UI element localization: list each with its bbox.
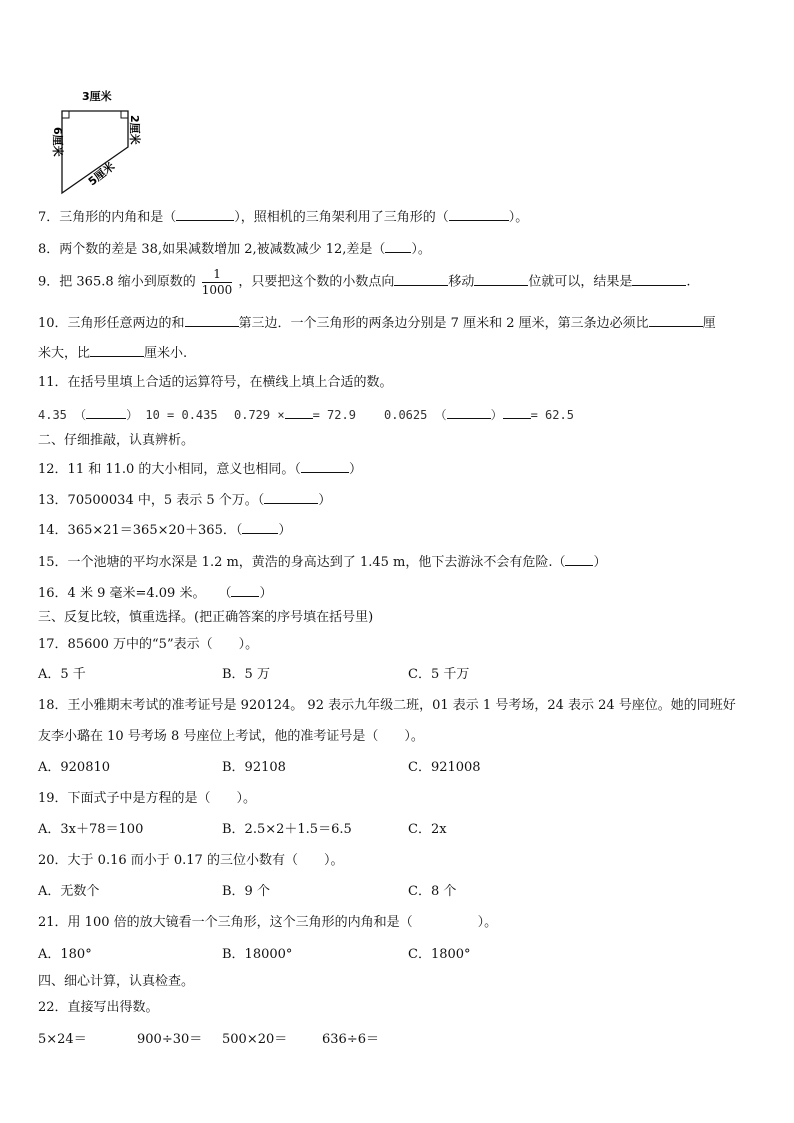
q9-fraction-numerator: 1 [202, 268, 233, 283]
q10-blank-1[interactable] [185, 314, 239, 327]
q12-blank[interactable] [301, 460, 349, 473]
q19-option-b[interactable]: B．2.5×2＋1.5＝6.5 [222, 822, 352, 837]
q11-e3-text-c: = 62.5 [530, 408, 574, 422]
q18-option-c[interactable]: C．921008 [408, 760, 481, 775]
q9-text-d: 位就可以，结果是 [528, 274, 633, 290]
q11-e1-text-b: ） 10 = 0.435 [126, 408, 218, 422]
question-11-equation-1 [38, 406, 218, 421]
q11-e3-text-a: 0.0625 （ [384, 408, 447, 422]
q22-expression-2[interactable]: 900÷30＝ [137, 1032, 203, 1047]
q16-text-a: 16．4 米 9 毫米=4.09 米。 （ [38, 586, 232, 601]
q7-blank-1[interactable] [176, 208, 234, 221]
q11-e3-blank-1[interactable] [447, 406, 491, 419]
q10-blank-3[interactable] [90, 344, 144, 357]
q20-option-a[interactable]: A．无数个 [38, 884, 100, 899]
q7-text-c: ）。 [508, 210, 529, 225]
q9-fraction [202, 268, 233, 296]
question-12 [38, 460, 362, 476]
q17-option-b[interactable]: B．5 万 [222, 667, 270, 682]
q13-text-a: 13．70500034 中，5 表示 5 个万。（ [38, 493, 265, 508]
question-17: 17．85600 万中的“5”表示（ ）。 [38, 637, 259, 652]
q19-option-c[interactable]: C．2x [408, 822, 447, 837]
q11-e2-blank[interactable] [285, 406, 313, 419]
question-9 [38, 268, 691, 296]
q10-blank-2[interactable] [649, 314, 703, 327]
trapezoid-figure [30, 85, 160, 200]
question-16 [38, 584, 272, 600]
section-3-heading: 三、反复比较，慎重选择。(把正确答案的序号填在括号里) [38, 610, 374, 625]
q9-blank-2[interactable] [474, 273, 528, 286]
question-18-line-2: 友李小璐在 10 号考场 8 号座位上考试，他的准考证号是（ ）。 [38, 729, 424, 744]
q7-text-a: 7．三角形的内角和是（ [38, 210, 177, 225]
q11-e1-blank[interactable] [86, 406, 126, 419]
q9-text-a: 9．把 365.8 缩小到原数的 [38, 274, 196, 290]
question-21: 21．用 100 倍的放大镜看一个三角形，这个三角形的内角和是（ ）。 [38, 915, 498, 930]
q9-text-e: . [686, 274, 691, 290]
right-angle-mark-left [62, 111, 69, 118]
q22-expression-1[interactable]: 5×24＝ [38, 1032, 87, 1047]
question-7 [38, 208, 528, 224]
q16-blank[interactable] [231, 584, 259, 597]
q11-e3-blank-2[interactable] [503, 406, 531, 419]
label-top: 3厘米 [82, 90, 112, 103]
question-13 [38, 491, 331, 507]
section-2-heading: 二、仔细推敲，认真辨析。 [38, 433, 195, 448]
q21-option-b[interactable]: B．18000° [222, 947, 293, 962]
q9-blank-1[interactable] [394, 273, 448, 286]
label-slant: 5厘米 [85, 159, 118, 189]
q18-option-a[interactable]: A．920810 [38, 760, 111, 775]
q14-text-a: 14．365×21＝365×20＋365．（ [38, 523, 243, 538]
q10-text-c: 厘 [702, 316, 716, 331]
q10-text-b: 第三边．一个三角形的两条边分别是 7 厘米和 2 厘米，第三条边必须比 [238, 316, 649, 331]
q9-fraction-denominator: 1000 [201, 282, 233, 297]
q9-text-b: ，只要把这个数的小数点向 [238, 274, 395, 290]
q15-text-b: ） [593, 555, 607, 570]
question-19: 19．下面式子中是方程的是（ ）。 [38, 791, 257, 806]
q15-text-a: 15．一个池塘的平均水深是 1.2 m，黄浩的身高达到了 1.45 m，他下去游泳不会有危险.（ [38, 555, 566, 570]
label-right: 2厘米 [128, 115, 141, 145]
q7-text-b: ），照相机的三角架利用了三角形的（ [234, 210, 449, 225]
q11-e3-text-b: ） [490, 408, 503, 422]
question-8 [38, 240, 431, 256]
q19-option-a[interactable]: A．3x＋78＝100 [38, 822, 144, 837]
question-18-line-1: 18．王小雅期末考试的准考证号是 920124。 92 表示九年级二班，01 表示 1 号考场，24 表示 24 号座位。她的同班好 [38, 698, 736, 713]
question-22: 22．直接写出得数。 [38, 1000, 159, 1015]
q18-option-b[interactable]: B．92108 [222, 760, 286, 775]
q7-blank-2[interactable] [449, 208, 509, 221]
question-20: 20．大于 0.16 而小于 0.17 的三位小数有（ ）。 [38, 853, 344, 868]
q22-expression-3[interactable]: 500×20＝ [222, 1032, 288, 1047]
q11-e1-text-a: 4.35 （ [38, 408, 87, 422]
question-11-equation-2 [234, 406, 356, 421]
question-15 [38, 553, 607, 569]
q9-text-c: 移动 [448, 274, 475, 290]
question-11: 11．在括号里填上合适的运算符号，在横线上填上合适的数。 [38, 375, 393, 390]
q8-text-a: 8．两个数的差是 38,如果减数增加 2,被减数减少 12,差是（ [38, 242, 386, 257]
q21-option-c[interactable]: C．1800° [408, 947, 471, 962]
q8-text-b: ）。 [411, 242, 431, 257]
section-4-heading: 四、细心计算，认真检查。 [38, 974, 195, 989]
q12-text-a: 12．11 和 11.0 的大小相同，意义也相同。（ [38, 462, 301, 477]
q14-blank[interactable] [242, 521, 278, 534]
q14-text-b: ） [278, 523, 292, 538]
q13-blank[interactable] [264, 491, 318, 504]
q10-text-e: 厘米小. [144, 346, 188, 361]
q11-e2-text-b: = 72.9 [312, 408, 356, 422]
q13-text-b: ） [318, 493, 332, 508]
q20-option-b[interactable]: B．9 个 [222, 884, 270, 899]
question-11-equation-3 [384, 406, 574, 421]
q8-blank[interactable] [385, 240, 411, 253]
label-left: 6厘米 [51, 127, 64, 157]
right-angle-mark-right [121, 111, 128, 118]
question-10-line-2 [38, 344, 187, 360]
q12-text-b: ） [348, 462, 362, 477]
q21-option-a[interactable]: A．180° [38, 947, 92, 962]
q16-text-b: ） [259, 586, 273, 601]
q22-expression-4[interactable]: 636÷6＝ [322, 1032, 379, 1047]
q10-text-d: 米大，比 [38, 346, 91, 361]
q10-text-a: 10．三角形任意两边的和 [38, 316, 185, 331]
q15-blank[interactable] [565, 553, 593, 566]
question-10-line-1 [38, 314, 716, 330]
q9-blank-3[interactable] [632, 273, 686, 286]
q17-option-a[interactable]: A．5 千 [38, 667, 86, 682]
q17-option-c[interactable]: C．5 千万 [408, 667, 470, 682]
q20-option-c[interactable]: C．8 个 [408, 884, 457, 899]
question-14 [38, 521, 291, 537]
q11-e2-text-a: 0.729 × [234, 408, 285, 422]
